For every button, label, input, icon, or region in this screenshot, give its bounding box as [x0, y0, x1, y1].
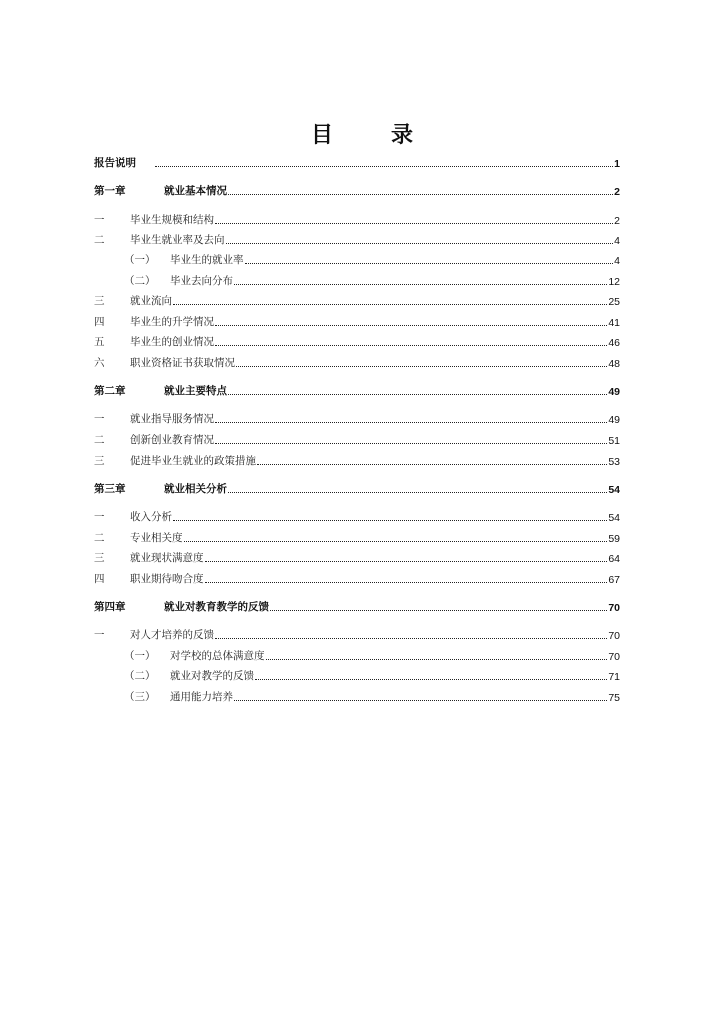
toc-entry-page-number: 25	[608, 296, 620, 308]
toc-entry-number: （三）	[124, 691, 156, 703]
toc-leader-dots	[266, 659, 608, 660]
toc-entry-page-number: 64	[608, 553, 620, 565]
toc-leader-dots	[228, 394, 607, 395]
toc-entry-number: 三	[94, 295, 105, 307]
toc-entry-page-number: 59	[608, 533, 620, 545]
toc-entry-page-number: 48	[608, 358, 620, 370]
toc-entry-label: 毕业生的升学情况	[130, 316, 214, 328]
toc-entry-page-number: 70	[608, 630, 620, 642]
toc-entry-label: 就业相关分析	[164, 483, 227, 495]
toc-entry[interactable]	[94, 229, 620, 247]
toc-entry[interactable]	[94, 380, 620, 398]
toc-entry[interactable]	[124, 665, 620, 683]
toc-entry[interactable]	[94, 180, 620, 198]
toc-entry-label: 就业对教育教学的反馈	[164, 601, 269, 613]
toc-entry-page-number: 53	[608, 456, 620, 468]
toc-entry-number: 第一章	[94, 185, 126, 197]
toc-entry-label: 通用能力培养	[170, 691, 233, 703]
toc-entry-number: （二）	[124, 670, 156, 682]
toc-entry-page-number: 67	[608, 574, 620, 586]
toc-leader-dots	[173, 304, 607, 305]
toc-entry-label: 就业对教学的反馈	[170, 670, 254, 682]
toc-entry[interactable]	[94, 568, 620, 586]
toc-entry[interactable]	[124, 270, 620, 288]
toc-entry[interactable]	[94, 506, 620, 524]
toc-entry-number: 一	[94, 413, 105, 425]
toc-entry-number: 五	[94, 336, 105, 348]
toc-entry-number: 一	[94, 511, 105, 523]
toc-entry[interactable]	[94, 311, 620, 329]
toc-entry-number: 第四章	[94, 601, 126, 613]
toc-entry[interactable]	[124, 249, 620, 267]
toc-entry-page-number: 41	[608, 317, 620, 329]
toc-entry-label: 职业资格证书获取情况	[130, 357, 235, 369]
toc-entry[interactable]	[94, 290, 620, 308]
toc-leader-dots	[257, 464, 607, 465]
toc-leader-dots	[234, 284, 607, 285]
toc-entry-number: 第三章	[94, 483, 126, 495]
toc-entry-label: 促进毕业生就业的政策措施	[130, 455, 256, 467]
toc-entry-number: 一	[94, 214, 105, 226]
toc-entry-number: （一）	[124, 650, 156, 662]
toc-entry-page-number: 54	[608, 512, 620, 524]
toc-entry-number: 第二章	[94, 385, 126, 397]
toc-entry-page-number: 4	[614, 235, 620, 247]
toc-entry-number: （二）	[124, 275, 156, 287]
toc-entry-page-number: 4	[614, 255, 620, 267]
toc-entry-page-number: 46	[608, 337, 620, 349]
toc-entry[interactable]	[94, 478, 620, 496]
toc-entry-label: 毕业生的创业情况	[130, 336, 214, 348]
toc-entry[interactable]	[94, 352, 620, 370]
toc-entry-label: 对学校的总体满意度	[170, 650, 265, 662]
toc-entry[interactable]	[94, 624, 620, 642]
toc-entry-label: 收入分析	[130, 511, 172, 523]
toc-leader-dots	[173, 520, 607, 521]
toc-entry-number: 六	[94, 357, 105, 369]
toc-leader-dots	[255, 679, 607, 680]
toc-entry[interactable]	[124, 686, 620, 704]
toc-leader-dots	[228, 492, 607, 493]
toc-entry-label: 就业主要特点	[164, 385, 227, 397]
toc-entry-page-number: 70	[608, 602, 620, 614]
toc-entry-page-number: 51	[608, 435, 620, 447]
toc-entry-label: 专业相关度	[130, 532, 183, 544]
toc-leader-dots	[245, 263, 614, 264]
toc-entry-page-number: 75	[608, 692, 620, 704]
toc-leader-dots	[215, 345, 607, 346]
toc-leader-dots	[155, 166, 613, 167]
toc-entry-label: 就业现状满意度	[130, 552, 204, 564]
toc-entry-number: 三	[94, 455, 105, 467]
toc-leader-dots	[234, 700, 607, 701]
toc-leader-dots	[205, 582, 608, 583]
toc-leader-dots	[215, 325, 607, 326]
toc-entry[interactable]	[94, 527, 620, 545]
toc-entry-number: 三	[94, 552, 105, 564]
toc-entry[interactable]	[94, 429, 620, 447]
toc-leader-dots	[215, 422, 607, 423]
toc-entry-number: 四	[94, 573, 105, 585]
toc-entry-label: 毕业生规模和结构	[130, 214, 214, 226]
toc-leader-dots	[215, 223, 613, 224]
toc-entry-number: 二	[94, 234, 105, 246]
toc-leader-dots	[215, 638, 607, 639]
toc-entry[interactable]	[94, 209, 620, 227]
toc-entry-label: 就业流向	[130, 295, 172, 307]
toc-entry-page-number: 49	[608, 414, 620, 426]
toc-entry[interactable]	[94, 596, 620, 614]
toc-entry-number: 二	[94, 434, 105, 446]
toc-entry-page-number: 70	[608, 651, 620, 663]
toc-entry[interactable]	[124, 645, 620, 663]
toc-leader-dots	[270, 610, 607, 611]
page-title: 目 录	[310, 122, 431, 148]
toc-entry-label: 毕业去向分布	[170, 275, 233, 287]
toc-leader-dots	[228, 194, 613, 195]
toc-entry[interactable]	[94, 331, 620, 349]
toc-entry-number: 报告说明	[94, 157, 136, 169]
toc-entry-page-number: 2	[614, 215, 620, 227]
toc-entry-number: （一）	[124, 254, 156, 266]
toc-entry-label: 就业指导服务情况	[130, 413, 214, 425]
toc-entry-page-number: 49	[608, 386, 620, 398]
toc-entry-label: 创新创业教育情况	[130, 434, 214, 446]
toc-entry-number: 一	[94, 629, 105, 641]
toc-entry-label: 对人才培养的反馈	[130, 629, 214, 641]
toc-entry-page-number: 54	[608, 484, 620, 496]
toc-entry[interactable]	[94, 450, 620, 468]
toc-entry-label: 就业基本情况	[164, 185, 227, 197]
toc-entry-number: 四	[94, 316, 105, 328]
toc-leader-dots	[215, 443, 607, 444]
toc-entry-page-number: 71	[608, 671, 620, 683]
toc-entry[interactable]	[94, 547, 620, 565]
toc-leader-dots	[184, 541, 608, 542]
toc-leader-dots	[236, 366, 607, 367]
toc-leader-dots	[205, 561, 608, 562]
toc-entry-page-number: 2	[614, 186, 620, 198]
toc-entry[interactable]	[94, 152, 620, 170]
toc-entry-number: 二	[94, 532, 105, 544]
toc-entry-label: 职业期待吻合度	[130, 573, 204, 585]
toc-entry[interactable]	[94, 408, 620, 426]
toc-leader-dots	[226, 243, 614, 244]
toc-entry-page-number: 1	[614, 158, 620, 170]
toc-entry-label: 毕业生就业率及去向	[130, 234, 225, 246]
toc-entry-page-number: 12	[608, 276, 620, 288]
toc-entry-label: 毕业生的就业率	[170, 254, 244, 266]
